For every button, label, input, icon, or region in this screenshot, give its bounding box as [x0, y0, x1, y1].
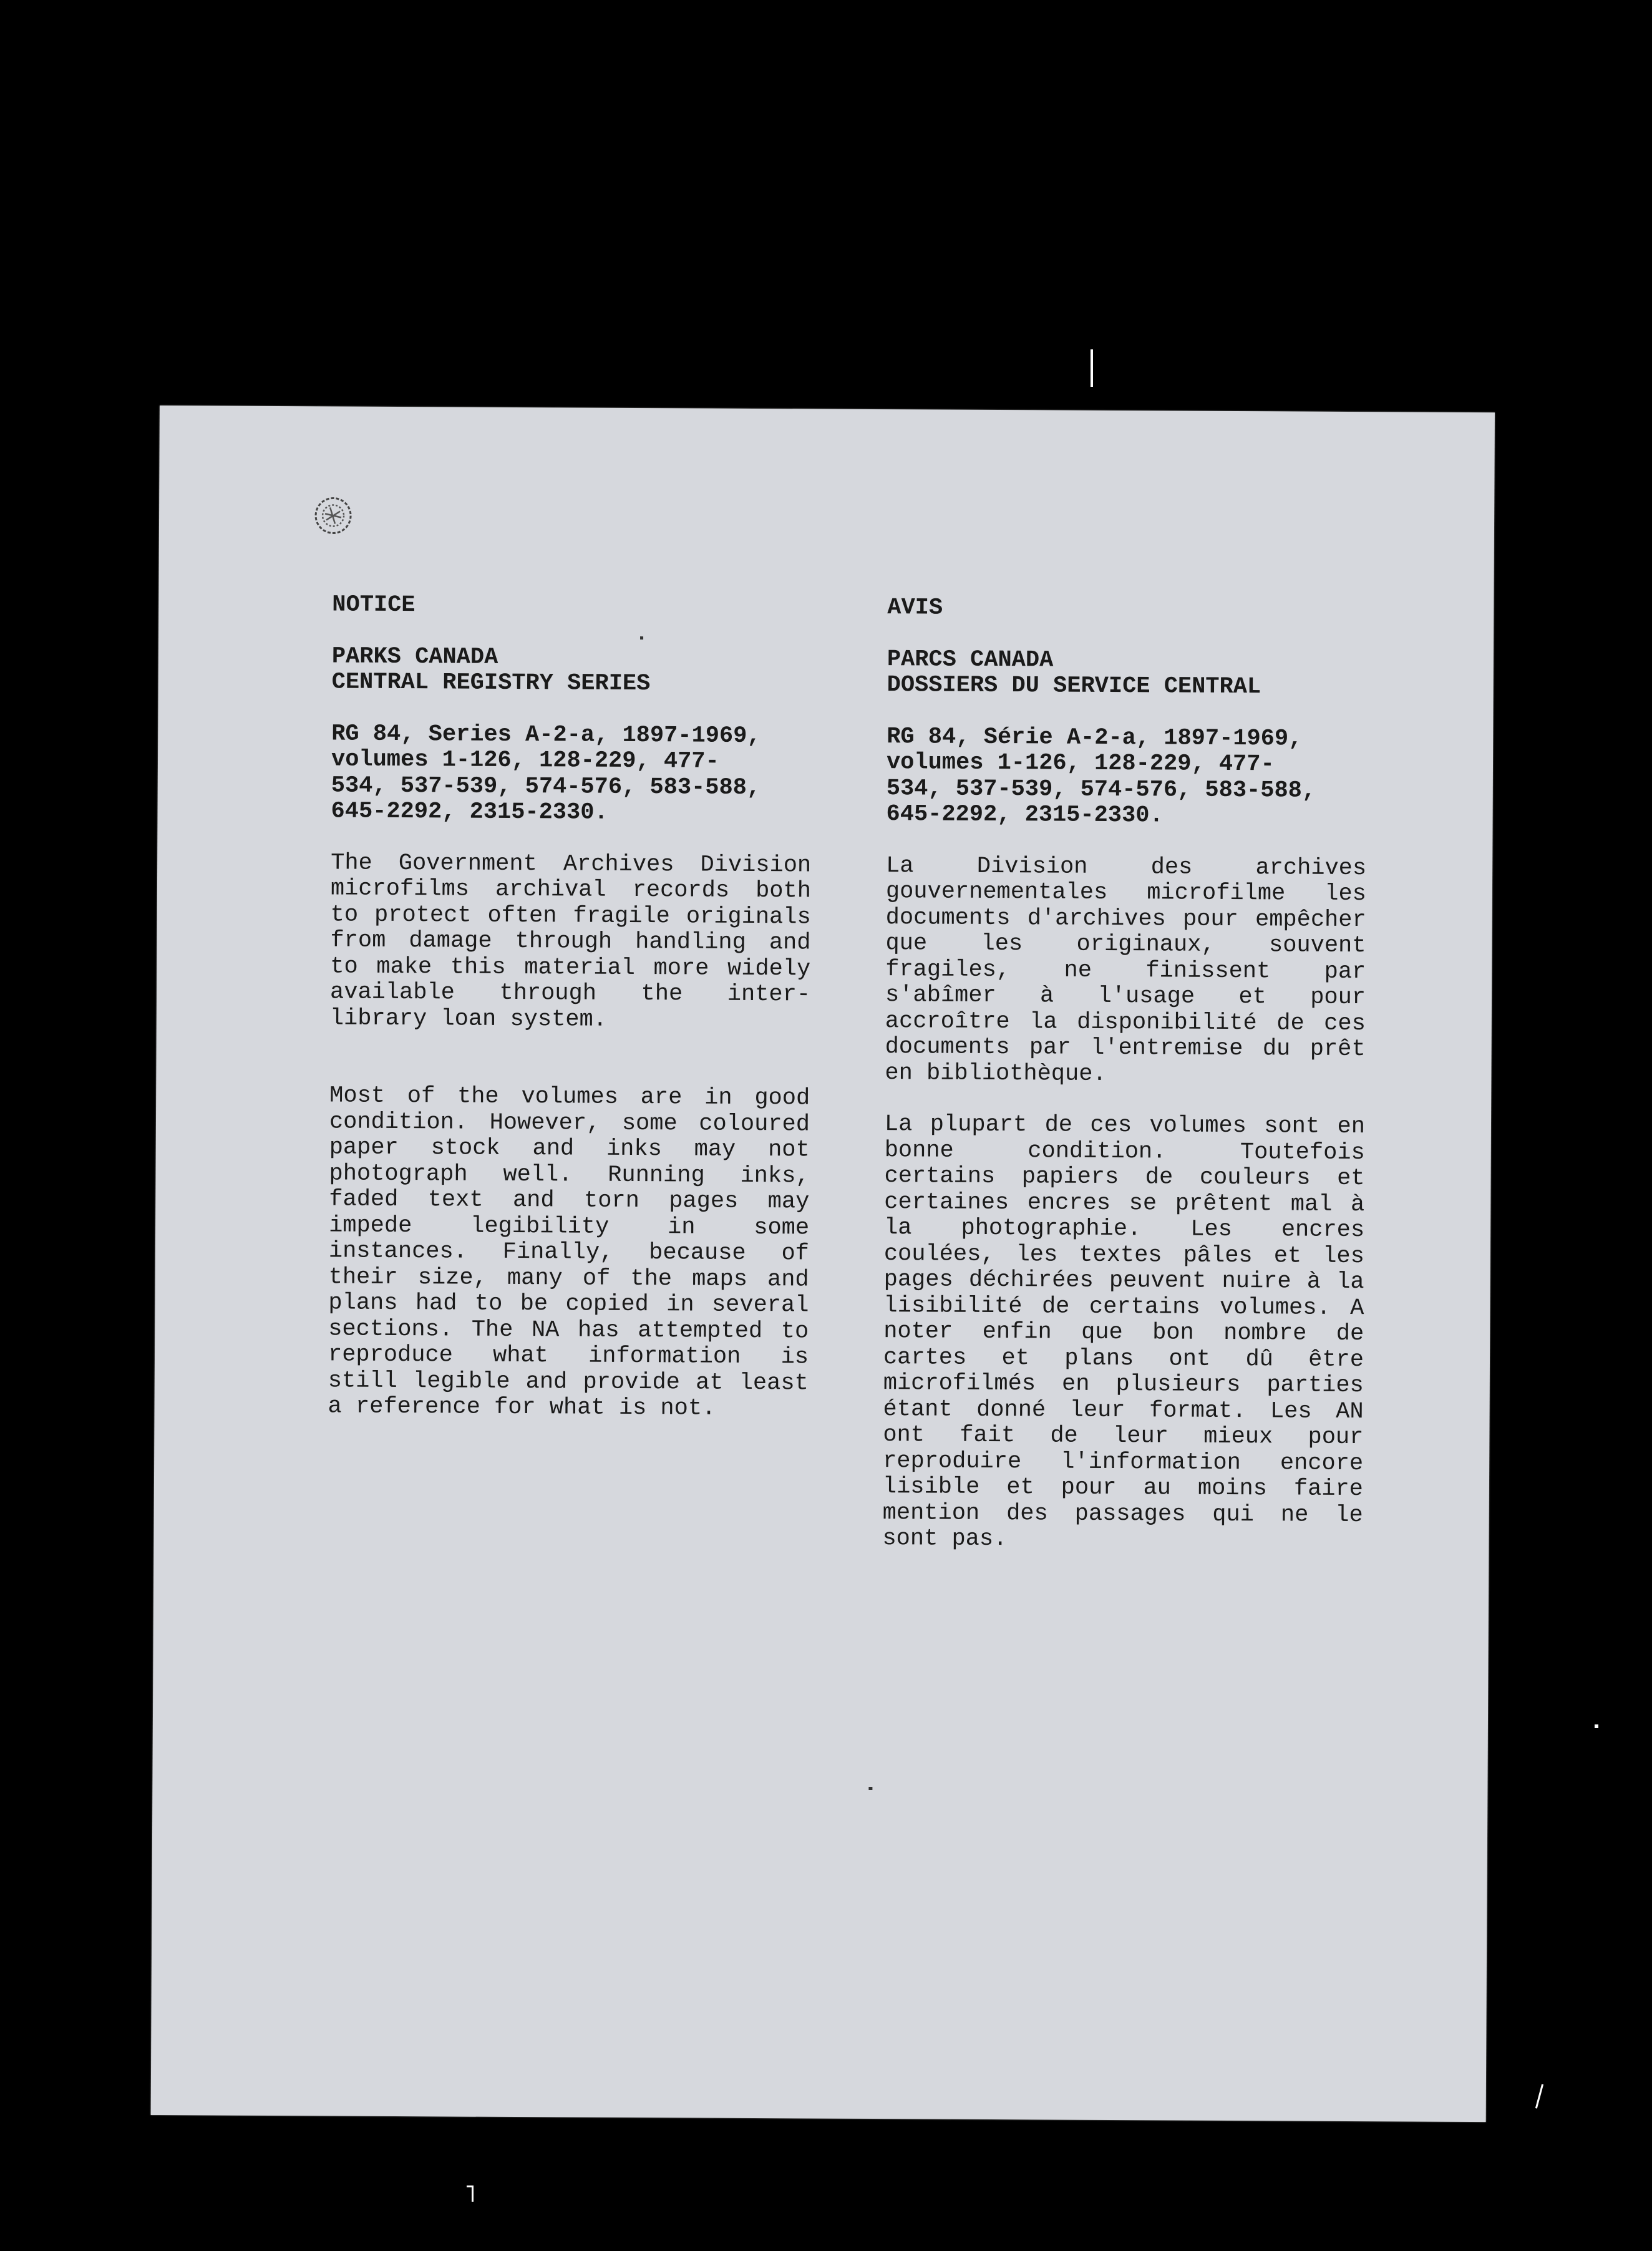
avis-paragraph-1: La Division des archives gouvernementales microfilme les documents d'archives pour empêcher que les originaux, souvent fragiles, ne finissent par s'abîmer à l'usage et pour accroître la disponibilité de ces documents par l'entremise du prêt en bibliothèque.: [885, 852, 1367, 1087]
avis-organization: PARCS CANADA DOSSIERS DU SERVICE CENTRAL: [887, 646, 1261, 701]
notice-series-reference: RG 84, Series A-2-a, 1897-1969, volumes 1-126, 128-229, 477- 534, 537-539, 574-576, 583-588, 645-2292, 2315-2330.: [331, 720, 761, 826]
page-speck: [640, 636, 643, 639]
film-speck: [1535, 2084, 1543, 2108]
seal-icon: [313, 495, 354, 536]
film-speck: [1595, 1724, 1598, 1728]
document-page: [151, 406, 1495, 2122]
film-speck: [467, 2185, 473, 2187]
avis-column-french: [882, 595, 1368, 1555]
avis-title: AVIS: [887, 595, 943, 621]
page-speck: [868, 1787, 872, 1790]
film-speck: [1091, 349, 1093, 387]
avis-paragraph-2: La plupart de ces volumes sont en bonne condition. Toutefois certains papiers de couleurs et certaines encres se prêtent mal à la photographie. Les encres coulées, les textes pâles et les pages déchirées peuvent nuire à la lisibilité de certains volumes. A noter enfin que bon nombre de cartes et plans ont dû être microfilmés en plusieurs parties étant donné leur format. Les AN ont fait de leur mieux pour reproduire l'information encore lisible et pour au moins faire mention des passages qui ne le sont pas.: [882, 1111, 1366, 1553]
notice-organization: PARKS CANADA CENTRAL REGISTRY SERIES: [331, 643, 651, 698]
notice-paragraph-1: The Government Archives Division microfilms archival records both to protect often fragile originals from damage through handling and to make this material more widely available through the inter-library loan system.: [329, 849, 812, 1033]
film-speck: [472, 2185, 474, 2202]
notice-title: NOTICE: [332, 591, 415, 619]
avis-series-reference: RG 84, Série A-2-a, 1897-1969, volumes 1-126, 128-229, 477- 534, 537-539, 574-576, 583-588, 645-2292, 2315-2330.: [886, 723, 1316, 829]
notice-column-english: [328, 592, 812, 1422]
notice-paragraph-2: Most of the volumes are in good condition. However, some coloured paper stock and inks may not photograph well. Running inks, faded text and torn pages may impede legibility in some instances. Finally, because of their size, many of the maps and plans had to be copied in several sections. The NA has attempted to reproduce what information is still legible and provide at least a reference for what is not.: [328, 1082, 810, 1422]
